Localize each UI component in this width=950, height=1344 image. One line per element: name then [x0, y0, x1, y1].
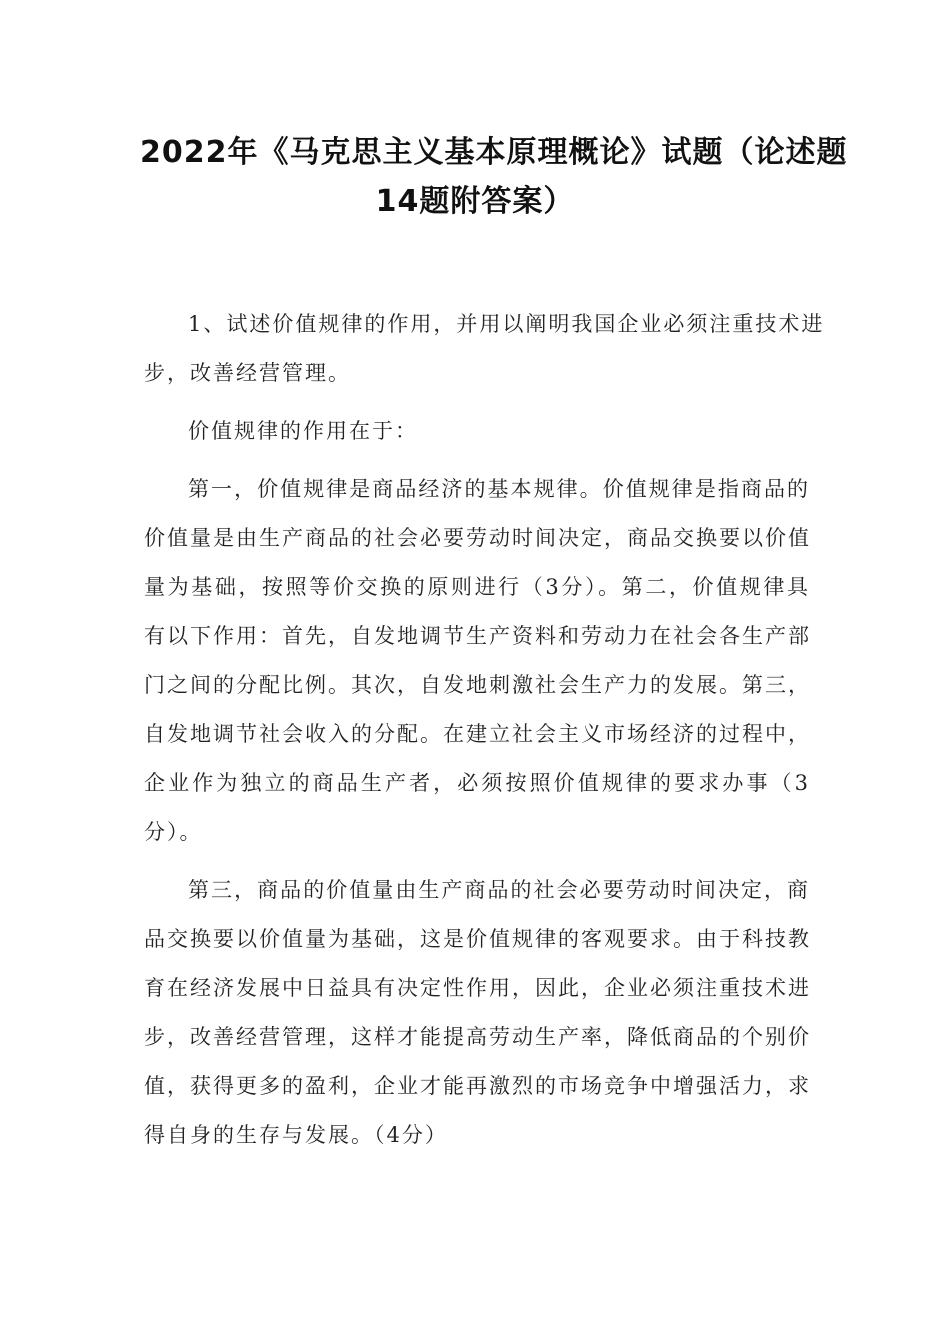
text-line: 企业作为独立的商品生产者，必须按照价值规律的要求办事（3 [144, 771, 810, 795]
text-line: 价值规律的作用在于： [188, 419, 418, 443]
text-line: 第一，价值规律是商品经济的基本规律。价值规律是指商品的 [188, 477, 810, 501]
text-line: 值，获得更多的盈利，企业才能再激烈的市场竞争中增强活力，求 [144, 1074, 811, 1098]
text-line: 分）。 [144, 820, 203, 844]
title-line: 2022年《马克思主义基本原理概论》试题（论述题 [140, 135, 848, 170]
answer-intro-paragraph [144, 407, 810, 456]
text-line: 品交换要以价值量为基础，这是价值规律的客观要求。由于科技教 [144, 927, 811, 951]
answer-paragraph-1 [144, 465, 810, 857]
title-line: 14题附答案） [375, 184, 575, 219]
text-line: 自发地调节社会收入的分配。在建立社会主义市场经济的过程中， [144, 722, 811, 746]
text-line: 步，改善经营管理，这样才能提高劳动生产率，降低商品的个别价 [144, 1025, 811, 1049]
text-line: 价值量是由生产商品的社会必要劳动时间决定，商品交换要以价值 [144, 526, 811, 550]
document-title [140, 128, 848, 226]
document-body [144, 300, 825, 1160]
text-line: 1、试述价值规律的作用，并用以阐明我国企业必须注重技术进 [188, 312, 825, 336]
text-line: 门之间的分配比例。其次，自发地刺激社会生产力的发展。第三， [144, 673, 811, 697]
text-line: 第三，商品的价值量由生产商品的社会必要劳动时间决定，商 [188, 878, 810, 902]
text-line: 育在经济发展中日益具有决定性作用，因此，企业必须注重技术进 [144, 976, 811, 1000]
text-line: 得自身的生存与发展。（4分） [144, 1123, 448, 1147]
answer-paragraph-2 [144, 866, 810, 1160]
text-line: 有以下作用：首先，自发地调节生产资料和劳动力在社会各生产部 [144, 624, 811, 648]
text-line: 步，改善经营管理。 [144, 361, 351, 385]
question-paragraph [144, 300, 825, 398]
text-line: 量为基础，按照等价交换的原则进行（3分）。第二，价值规律具 [144, 575, 810, 599]
